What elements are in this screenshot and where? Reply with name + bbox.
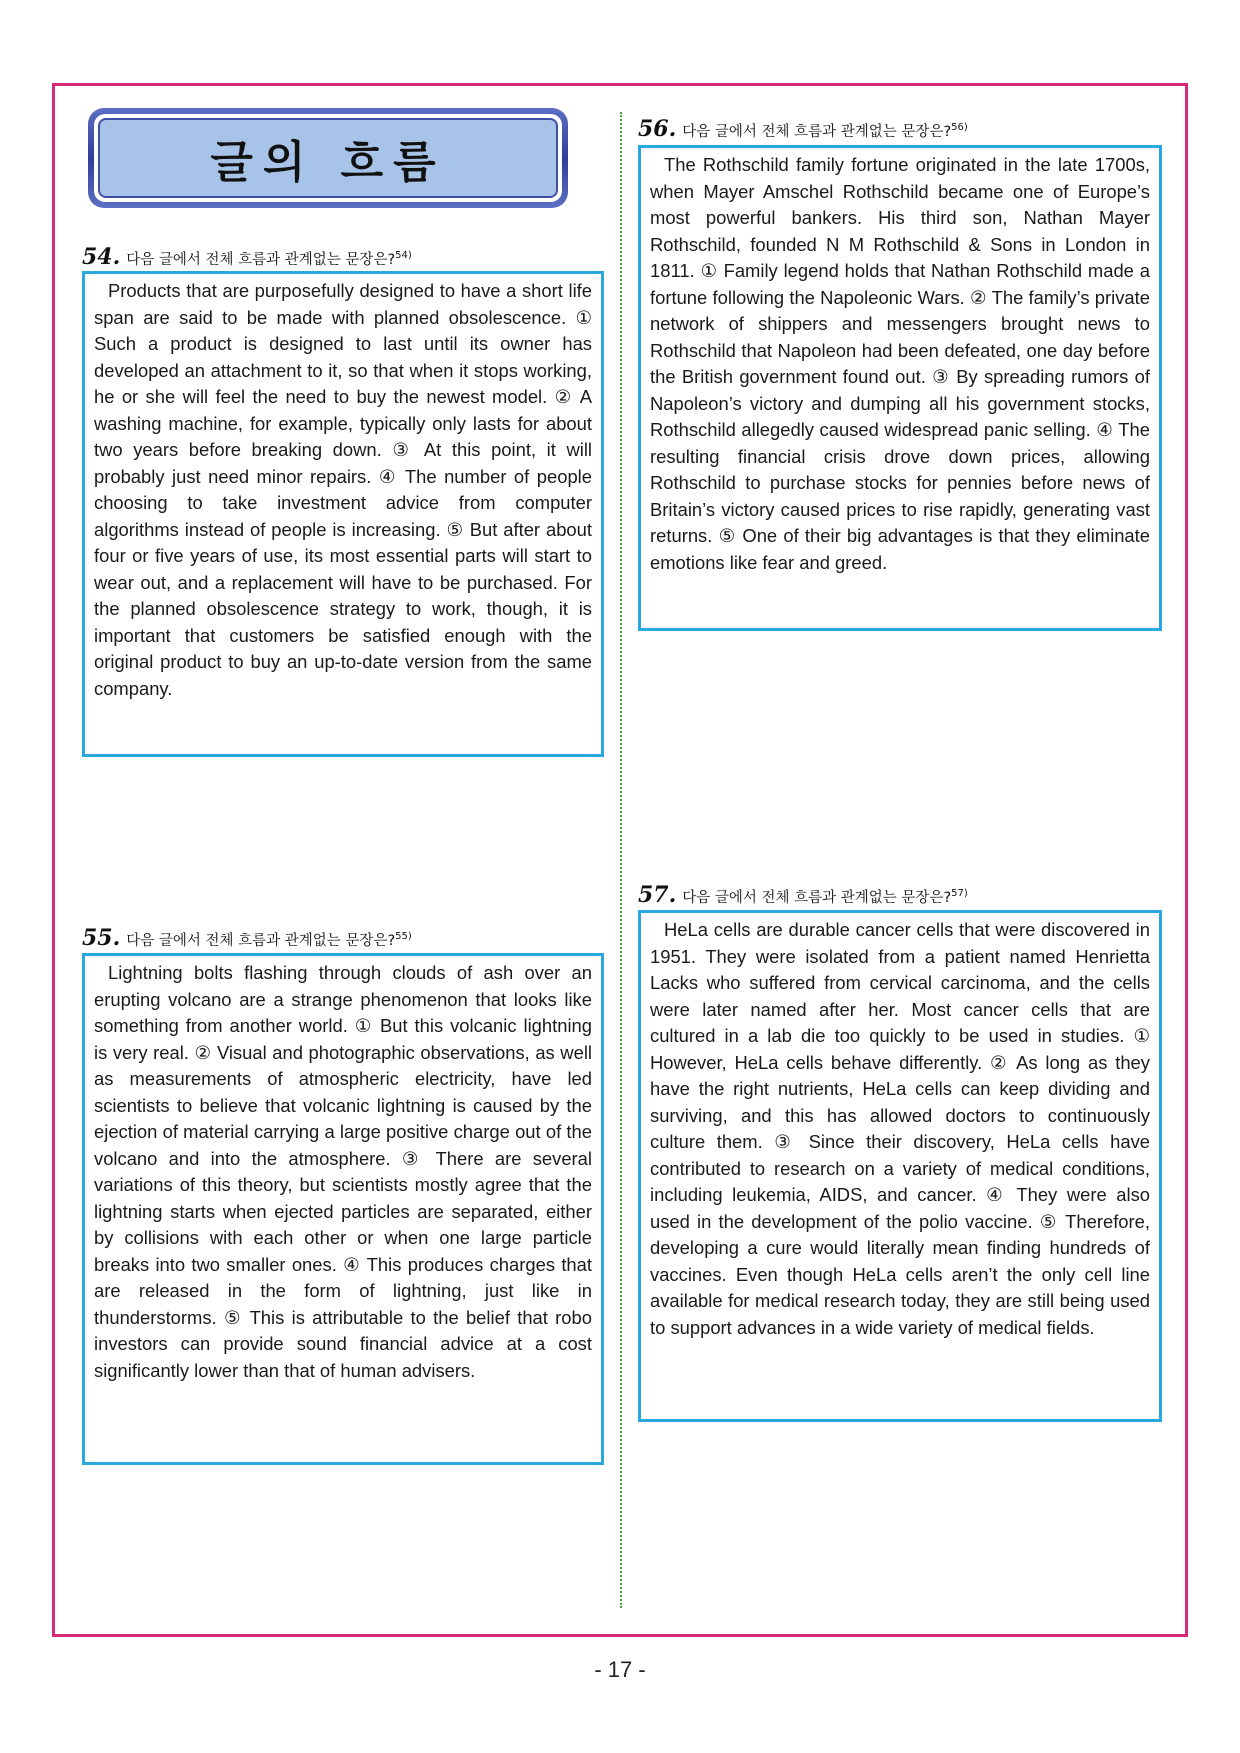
question-number: 54.: [82, 244, 121, 270]
footnote-marker: 55): [395, 931, 412, 943]
footnote-marker: 57): [951, 888, 968, 900]
question-54-header: [82, 244, 412, 270]
question-number: 55.: [82, 925, 121, 951]
question-instruction: 다음 글에서 전체 흐름과 관계없는 문장은?$^{55)}$: [126, 931, 412, 949]
question-54-passage-box: [82, 271, 604, 757]
question-55-passage-box: [82, 953, 604, 1465]
question-instruction: 다음 글에서 전체 흐름과 관계없는 문장은?$^{56)}$: [682, 122, 968, 140]
question-number: 56.: [638, 116, 677, 142]
question-instruction: 다음 글에서 전체 흐름과 관계없는 문장은?$^{57)}$: [682, 888, 968, 906]
page-number: - 17 -: [594, 1657, 646, 1682]
question-55-header: [82, 925, 412, 951]
section-title: 글의 흐름: [210, 137, 446, 188]
question-57-passage-box: [638, 910, 1162, 1422]
section-title-banner: [88, 108, 568, 208]
question-number: 57.: [638, 882, 677, 908]
footnote-marker: 56): [951, 122, 968, 134]
question-56-passage-box: [638, 145, 1162, 631]
question-56-passage: The Rothschild family fortune originated in the late 1700s, when Mayer Amschel Rothschild became one of Europe’s most powerful bankers. His third son, Nathan Mayer Rothschild, founded N M Rothschild & Sons in London in 1811. ① Family legend holds that Nathan Rothschild made a fortune following the Napoleonic Wars. ② The family’s private network of shippers and messengers brought news to Rothschild that Napoleon had been defeated, one day before the British government found out. ③ By spreading rumors of Napoleon’s victory and dumping all his government stocks, Rothschild allegedly caused widespread panic selling. ④ The resulting financial crisis drove down prices, allowing Rothschild to purchase stocks for pennies before news of Britain’s victory caused prices to rise rapidly, generating vast returns. ⑤ One of their big advantages is that they eliminate emotions like fear and greed.: [650, 154, 1150, 573]
question-57-passage: HeLa cells are durable cancer cells that were discovered in 1951. They were isolated from a patient named Henrietta Lacks who suffered from cervical carcinoma, and the cells were later named after her. Most cancer cells that are cultured in a lab die too quickly to be used in studies. ① However, HeLa cells behave differently. ② As long as they have the right nutrients, HeLa cells can keep dividing and surviving, and this has allowed doctors to continuously culture them. ③ Since their discovery, HeLa cells have contributed to research on a variety of medical conditions, including leukemia, AIDS, and cancer. ④ They were also used in the development of the polio vaccine. ⑤ Therefore, developing a cure would literally mean finding hundreds of vaccines. Even though HeLa cells aren’t the only cell line available for medical research today, they are still being used to support advances in a wide variety of medical fields.: [650, 919, 1150, 1338]
footnote-marker: 54): [395, 250, 412, 262]
question-instruction: 다음 글에서 전체 흐름과 관계없는 문장은?$^{54)}$: [126, 250, 412, 268]
question-56-header: [638, 116, 968, 142]
question-54-passage: Products that are purposefully designed to have a short life span are said to be made with planned obsolescence. ① Such a product is designed to last until its owner has developed an attachment to it, so that when it stops working, he or she will feel the need to buy the newest model. ② A washing machine, for example, typically only lasts for about two years before breaking down. ③ At this point, it will probably just need minor repairs. ④ The number of people choosing to take investment advice from computer algorithms instead of people is increasing. ⑤ But after about four or five years of use, its most essential parts will start to wear out, and a replacement will have to be purchased. For the planned obsolescence strategy to work, though, it is important that customers be satisfied enough with the original product to buy an up-to-date version from the same company.: [94, 280, 592, 699]
question-57-header: [638, 882, 968, 908]
question-55-passage: Lightning bolts flashing through clouds of ash over an erupting volcano are a strange phenomenon that looks like something from another world. ① But this volcanic lightning is very real. ② Visual and photographic observations, as well as measurements of atmospheric electricity, have led scientists to believe that volcanic lightning is caused by the ejection of material carrying a large positive charge out of the volcano and into the atmosphere. ③ There are several variations of this theory, but scientists mostly agree that the lightning starts when ejected particles are separated, either by collisions with each other or when one large particle breaks into two smaller ones. ④ This produces charges that are released in the form of lightning, just like in thunderstorms. ⑤ This is attributable to the belief that robo investors can provide sound financial advice at a cost significantly lower than that of human advisers.: [94, 962, 592, 1381]
column-divider: [620, 112, 622, 1608]
